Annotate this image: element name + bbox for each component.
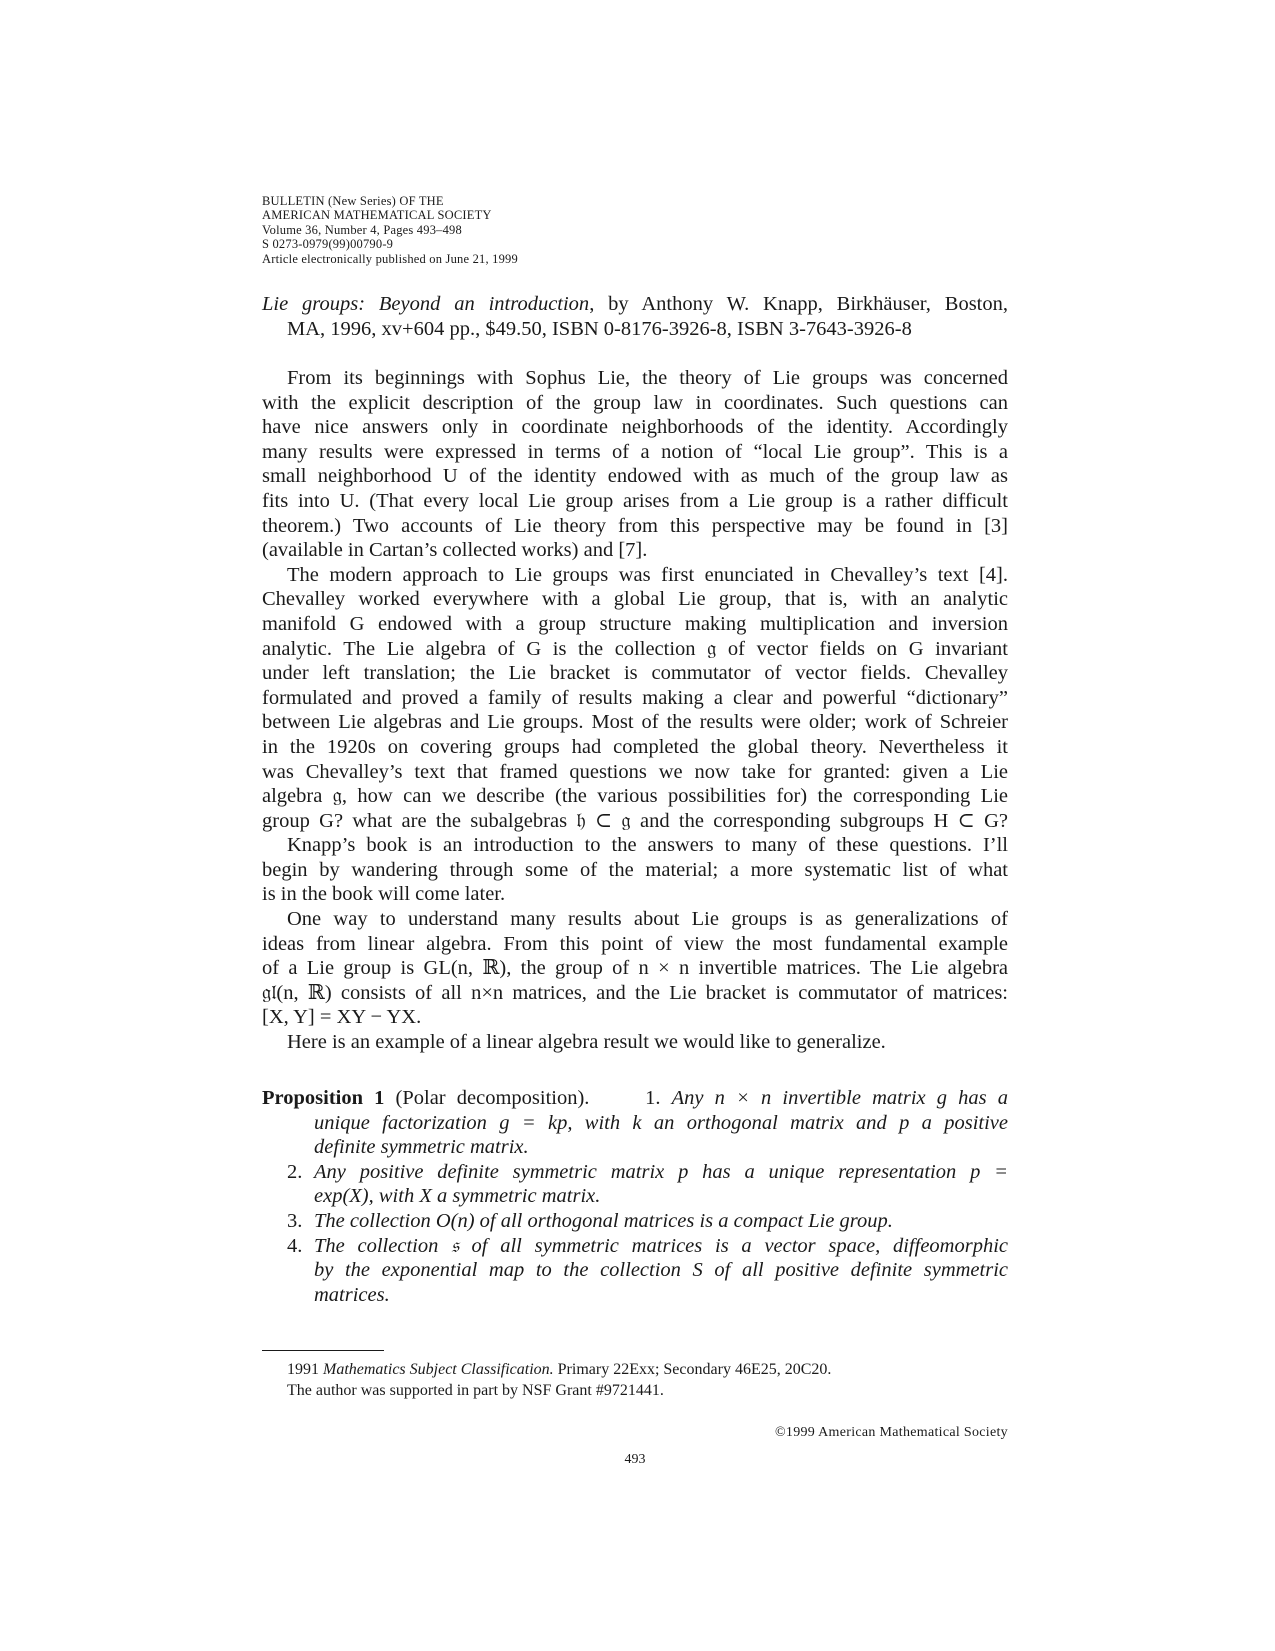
text-line: between Lie algebras and Lie groups. Most of the results were older; work of Schreier bbox=[262, 711, 1008, 734]
paragraph-3 bbox=[262, 833, 1008, 907]
paragraph-4 bbox=[262, 907, 1008, 1030]
text-line: is in the book will come later. bbox=[262, 883, 506, 906]
text-line: of a Lie group is GL(n, ℝ), the group of n × n invertible matrices. The Lie algebra bbox=[262, 957, 1008, 980]
text-line: Chevalley worked everywhere with a global Lie group, that is, with an analytic bbox=[262, 588, 1008, 611]
text-line: theorem.) Two accounts of Lie theory from this perspective may be found in [3] bbox=[262, 514, 1008, 537]
paragraph-1 bbox=[262, 366, 1008, 563]
text-line: 𝔤𝔩(n, ℝ) consists of all n×n matrices, and the Lie bracket is commutator of matrices: bbox=[262, 981, 1008, 1004]
text-line: under left translation; the Lie bracket is commutator of vector fields. Chevalley bbox=[262, 662, 1008, 685]
proposition-item-3: 3. The collection O(n) of all orthogonal matrices is a compact Lie group. bbox=[287, 1209, 893, 1232]
header-line: AMERICAN MATHEMATICAL SOCIETY bbox=[262, 208, 492, 223]
footnote-rule bbox=[262, 1350, 384, 1351]
journal-header bbox=[262, 194, 518, 266]
text-line: fits into U. (That every local Lie group arises from a Lie group is a rather difficult bbox=[262, 489, 1008, 512]
header-line: S 0273-0979(99)00790-9 bbox=[262, 237, 394, 252]
footnotes bbox=[287, 1359, 831, 1401]
item-number: 1. bbox=[645, 1087, 661, 1109]
text-line: small neighborhood U of the identity endowed with as much of the group law as bbox=[262, 465, 1008, 488]
proposition-label: Proposition 1 bbox=[262, 1087, 385, 1109]
text-line: formulated and proved a family of results making a clear and powerful “dictionary” bbox=[262, 686, 1008, 709]
text-line: The modern approach to Lie groups was first enunciated in Chevalley’s text [4]. bbox=[287, 563, 1008, 586]
page-number: 493 bbox=[624, 1452, 646, 1467]
text-line: was Chevalley’s text that framed questions we now take for granted: given a Lie bbox=[262, 760, 1008, 783]
text-line: The collection O(n) of all orthogonal matrices is a compact Lie group. bbox=[314, 1209, 893, 1232]
grant-footnote: The author was supported in part by NSF Grant #9721441. bbox=[287, 1382, 664, 1399]
text-line: exp(X), with X a symmetric matrix. bbox=[314, 1185, 601, 1208]
text-line: in the 1920s on covering groups had completed the global theory. Nevertheless it bbox=[262, 735, 1008, 758]
header-line: BULLETIN (New Series) OF THE bbox=[262, 194, 444, 208]
text-line: Knapp’s book is an introduction to the answers to many of these questions. I’ll bbox=[287, 834, 1008, 857]
proposition-1 bbox=[262, 1086, 1008, 1307]
proposition-item-4: 4. The collection 𝔰 of all symmetric matrices is a vector space, diffeomorphic bbox=[287, 1234, 1008, 1257]
text-line: algebra 𝔤, how can we describe (the various possibilities for) the corresponding Lie bbox=[262, 785, 1008, 808]
text-line: The collection 𝔰 of all symmetric matrices is a vector space, diffeomorphic bbox=[314, 1234, 1008, 1257]
text-line: by the exponential map to the collection S of all positive definite symmetric bbox=[314, 1259, 1008, 1282]
header-line: Volume 36, Number 4, Pages 493–498 bbox=[262, 222, 462, 237]
text-line: (available in Cartan’s collected works) and [7]. bbox=[262, 539, 648, 562]
review-body bbox=[262, 366, 1008, 1055]
text-line: group G? what are the subalgebras 𝔥 ⊂ 𝔤 and the corresponding subgroups H ⊂ G? bbox=[262, 809, 1008, 832]
msc-year: 1991 bbox=[287, 1361, 319, 1378]
text-line: Here is an example of a linear algebra result we would like to generalize. bbox=[287, 1031, 886, 1054]
copyright-notice: ©1999 American Mathematical Society bbox=[774, 1425, 1008, 1440]
text-line: From its beginnings with Sophus Lie, the theory of Lie groups was concerned bbox=[287, 367, 1008, 389]
text-line: matrices. bbox=[314, 1283, 390, 1306]
msc-codes: Primary 22Exx; Secondary 46E25, 20C20. bbox=[557, 1361, 832, 1378]
text-line: One way to understand many results about Lie groups is as generalizations of bbox=[287, 908, 1008, 931]
text-line: manifold G endowed with a group structure making multiplication and inversion bbox=[262, 612, 1008, 635]
msc-footnote bbox=[287, 1359, 831, 1380]
text-line: analytic. The Lie algebra of G is the collection 𝔤 of vector fields on G invariant bbox=[262, 637, 1008, 660]
msc-label: Mathematics Subject Classification. bbox=[323, 1361, 554, 1378]
text-line: unique factorization g = kp, with k an orthogonal matrix and p a positive bbox=[314, 1111, 1008, 1134]
paragraph-2 bbox=[262, 563, 1008, 834]
text-line: many results were expressed in terms of a notion of “local Lie group”. This is a bbox=[262, 440, 1008, 463]
citation-details: , by Anthony W. Knapp, Birkhäuser, Boston, bbox=[589, 293, 1008, 315]
book-title: Lie groups: Beyond an introduction bbox=[262, 293, 590, 315]
header-line: Article electronically published on June 21, 1999 bbox=[262, 251, 518, 266]
book-citation bbox=[262, 292, 1008, 342]
proposition-subtitle: (Polar decomposition). bbox=[395, 1087, 590, 1109]
text-line: definite symmetric matrix. bbox=[314, 1136, 529, 1159]
text-line: with the explicit description of the group law in coordinates. Such questions can bbox=[262, 391, 1008, 414]
text-line: [X, Y] = XY − YX. bbox=[262, 1006, 422, 1029]
paragraph-5 bbox=[262, 1030, 1008, 1055]
text-line: begin by wandering through some of the material; a more systematic list of what bbox=[262, 858, 1008, 881]
text-line: Any positive definite symmetric matrix p has a unique representation p = bbox=[314, 1160, 1008, 1183]
citation-details-line2: MA, 1996, xv+604 pp., $49.50, ISBN 0-8176-3926-8, ISBN 3-7643-3926-8 bbox=[287, 318, 912, 340]
text-line: ideas from linear algebra. From this point of view the most fundamental example bbox=[262, 932, 1008, 955]
text-line: have nice answers only in coordinate neighborhoods of the identity. Accordingly bbox=[262, 416, 1008, 439]
proposition-item-1-text: Any n × n invertible matrix g has a bbox=[671, 1087, 1009, 1109]
proposition-item-2: 2. Any positive definite symmetric matrix p has a unique representation p = bbox=[287, 1160, 1008, 1183]
